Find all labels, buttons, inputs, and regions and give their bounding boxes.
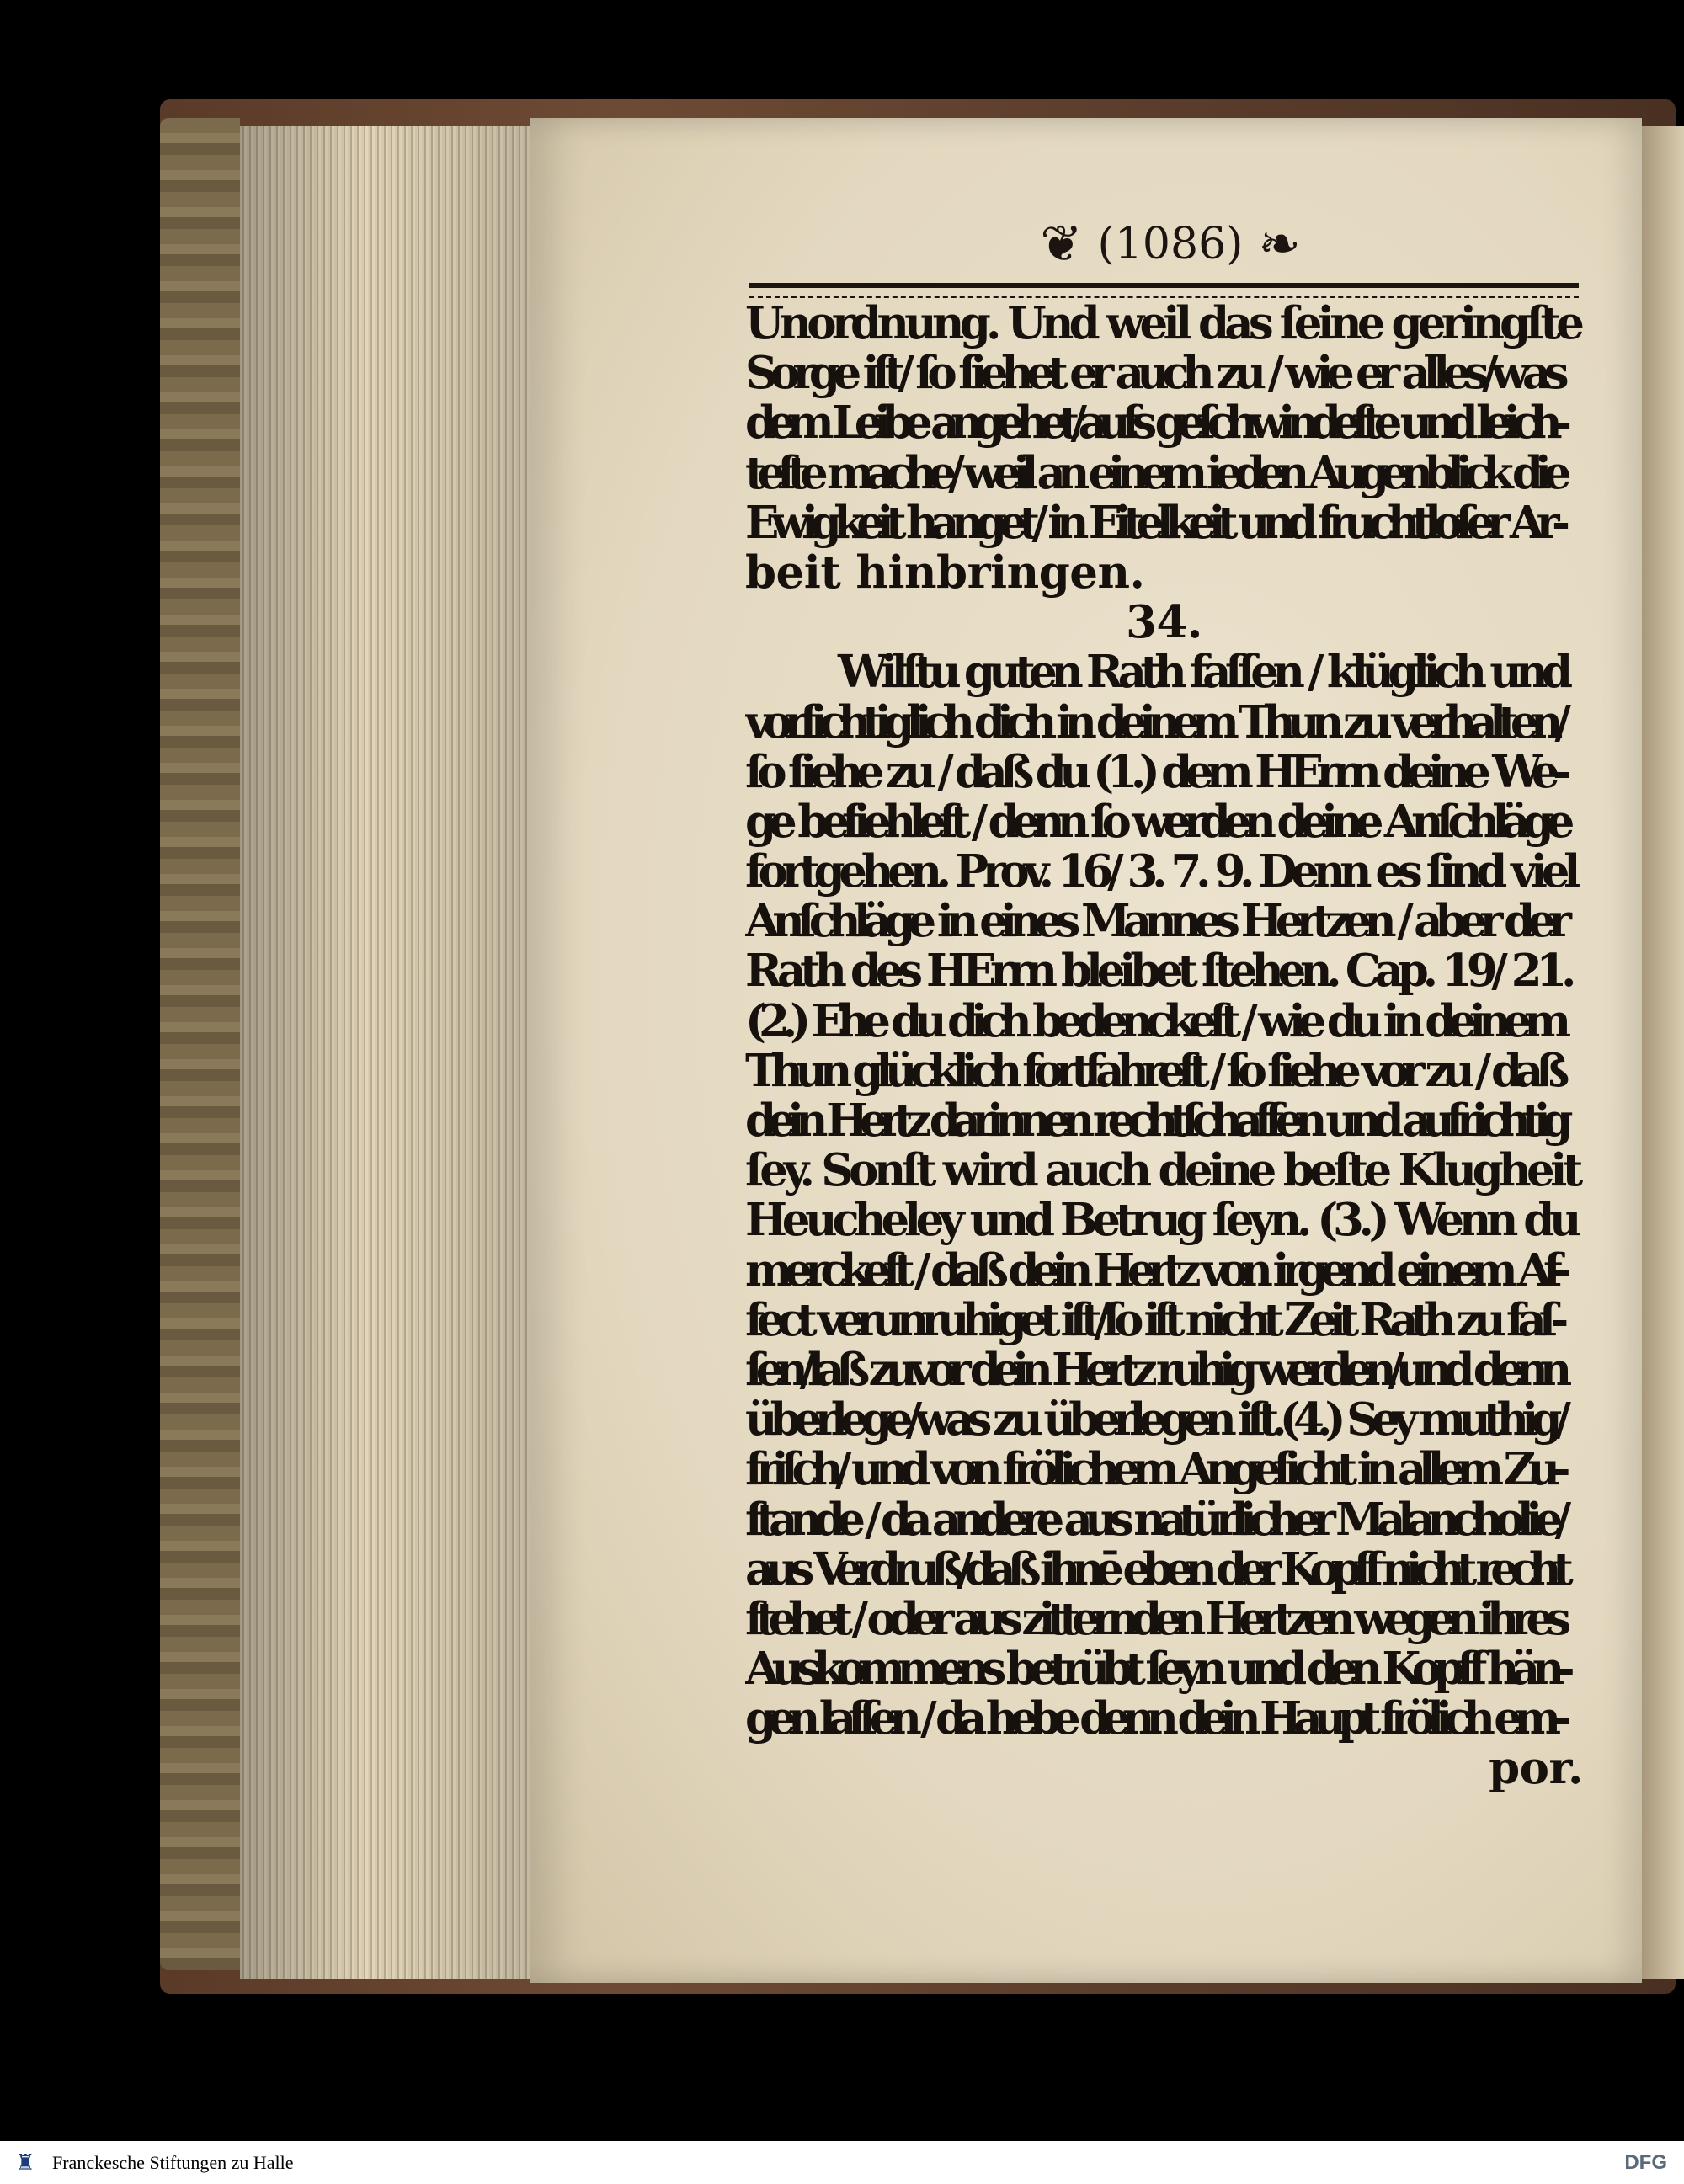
text-line: Sorge iſt/ ſo ſiehet er auch zu / wie er alles/was: [745, 349, 1562, 399]
right-ornament-icon: ❧: [1258, 215, 1301, 274]
viewer-footer: [0, 2141, 1684, 2184]
next-page-edge: [1642, 126, 1684, 1979]
text-line: fortgehen. Prov. 16/ 3. 7. 9. Denn es ſind viel: [745, 847, 1575, 898]
text-line: ge befiehleſt / denn ſo werden deine Anſchläge: [745, 796, 1568, 848]
text-line: Thun glücklich fortfahreſt / ſo ſiehe vor zu / daß: [745, 1046, 1562, 1096]
text-line: dein Hertz darinnen rechtſchaffen und aufrichtig: [745, 1096, 1565, 1147]
catchword: por.: [1489, 1744, 1583, 1794]
text-line: Wilſtu guten Rath faſſen / klüglich und: [838, 647, 1567, 698]
page-edges: [240, 126, 552, 1979]
text-line: Heucheley und Betrug ſeyn. (3.) Wenn du: [745, 1196, 1577, 1246]
dfg-logo: DFG: [1624, 2150, 1667, 2174]
page-number: (1086): [1097, 219, 1244, 269]
text-line: Unordnung. Und weil das ſeine geringſte: [745, 299, 1580, 349]
text-line: fect verunruhiget iſt/ſo iſt nicht Zeit Rath zu faſ-: [745, 1295, 1561, 1345]
text-line: Rath des HErrn bleibet ſtehen. Cap. 19/ 21.: [745, 946, 1571, 997]
institution-name: Franckesche Stiftungen zu Halle: [52, 2151, 294, 2173]
page-text: [745, 299, 1583, 1794]
text-line: vorſichtiglich dich in deinem Thun zu verhalten/: [745, 697, 1563, 748]
text-line: friſch/ und von frölichem Angeſicht in allem Zu-: [745, 1445, 1563, 1495]
text-line: teſte mache/ weil an einem ieden Augenblick die: [745, 448, 1564, 498]
text-line: beit hinbringen.: [745, 547, 1145, 599]
text-line: Auskommens betrübt ſeyn und den Kopff hän-: [745, 1644, 1568, 1695]
text-line: (2.) Ehe du dich bedenckeſt / wie du in deinem: [745, 996, 1564, 1047]
text-line: überlege/was zu überlegen iſt.(4.) Sey muthig/: [745, 1395, 1564, 1446]
text-line: dem Leibe angehet/aufs geſchwindeſte und leich-: [745, 398, 1564, 449]
left-ornament-icon: ❦: [1040, 215, 1083, 274]
book-spine: [160, 118, 240, 1970]
text-line: ſen/laß zuvor dein Hertz ruhig werden/und denn: [745, 1345, 1564, 1396]
header-rule: [749, 283, 1579, 298]
section-number: 34.: [1126, 598, 1202, 648]
text-line: ſtande / da andere aus natürlicher Malancholie/: [745, 1494, 1564, 1545]
text-line: aus Verdruß/daß ihnē eben der Kopff nicht recht: [745, 1544, 1565, 1595]
text-line: Anſchläge in eines Mannes Hertzen / aber der: [745, 897, 1565, 947]
text-line: ſtehet / oder aus zitternden Hertzen wegen ihres: [745, 1594, 1563, 1645]
text-line: ſo ſiehe zu / daß du (1.) dem HErrn deine We-: [745, 747, 1564, 797]
page-header: [994, 215, 1347, 274]
text-line: merckeſt / daß dein Hertz von irgend einem Af-: [745, 1245, 1564, 1296]
text-line: ſey. Sonſt wird auch deine beſte Klugheit: [745, 1146, 1579, 1196]
institution-logo-icon: ♜: [15, 2149, 35, 2176]
text-line: gen laſſen / da hebe denn dein Haupt frölich em-: [745, 1694, 1563, 1745]
text-line: Ewigkeit hanget/ in Eitelkeit und fruchtloſer Ar-: [745, 498, 1563, 548]
